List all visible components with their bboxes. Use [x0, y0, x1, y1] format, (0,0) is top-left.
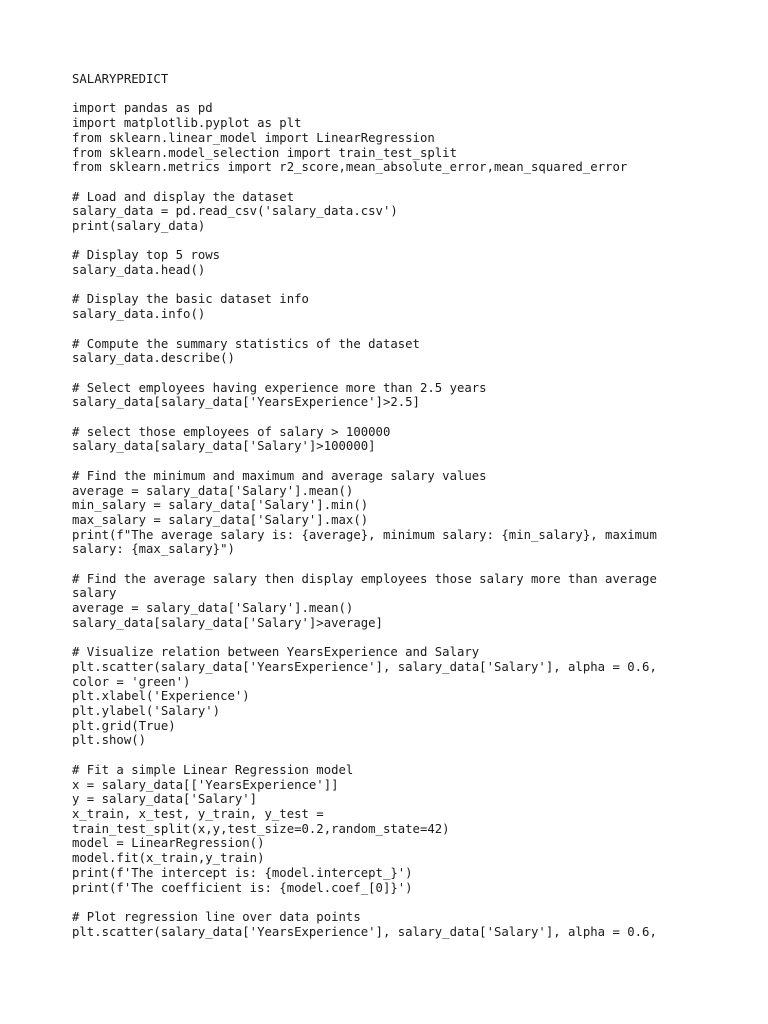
- code-line: # Visualize relation between YearsExperience and Salary: [72, 645, 480, 660]
- code-line: # Plot regression line over data points: [72, 909, 361, 924]
- code-line: salary_data[salary_data['Salary']>100000]: [72, 439, 376, 454]
- code-blocks: [72, 101, 692, 939]
- code-line: import matplotlib.pyplot as plt: [72, 116, 302, 131]
- code-line: model = LinearRegression(): [72, 836, 265, 851]
- code-block: [72, 425, 692, 454]
- code-line: import pandas as pd: [72, 101, 213, 116]
- code-block: [72, 101, 692, 175]
- code-line: color = 'green'): [72, 674, 191, 689]
- code-line: # Select employees having experience more than 2.5 years: [72, 380, 487, 395]
- code-block: [72, 190, 692, 234]
- code-line: model.fit(x_train,y_train): [72, 851, 265, 866]
- document-title: SALARYPREDICT: [72, 72, 169, 86]
- code-line: average = salary_data['Salary'].mean(): [72, 601, 354, 616]
- code-line: salary: {max_salary}"): [72, 542, 235, 557]
- code-line: # Fit a simple Linear Regression model: [72, 762, 354, 777]
- code-line: print(f'The coefficient is: {model.coef_[0]}'): [72, 880, 413, 895]
- code-line: salary: [72, 586, 117, 601]
- code-line: y = salary_data['Salary']: [72, 792, 258, 807]
- code-line: min_salary = salary_data['Salary'].min(): [72, 498, 369, 513]
- code-block: [72, 572, 692, 631]
- code-line: plt.show(): [72, 733, 147, 748]
- code-block: [72, 645, 692, 748]
- code-line: # Load and display the dataset: [72, 189, 295, 204]
- code-block: [72, 469, 692, 557]
- code-block: [72, 292, 692, 321]
- code-line: plt.scatter(salary_data['YearsExperience'], salary_data['Salary'], alpha = 0.6,: [72, 659, 657, 674]
- code-line: print(salary_data): [72, 219, 206, 233]
- code-line: plt.xlabel('Experience'): [72, 689, 250, 704]
- code-line: # Display the basic dataset info: [72, 292, 309, 307]
- code-line: print(f"The average salary is: {average}, minimum salary: {min_salary}, maximum: [72, 527, 657, 542]
- code-block: [72, 763, 692, 895]
- code-block: [72, 381, 692, 410]
- code-line: from sklearn.linear_model import LinearRegression: [72, 130, 435, 145]
- code-line: salary_data.head(): [72, 263, 206, 278]
- code-line: salary_data.describe(): [72, 351, 235, 366]
- code-line: plt.grid(True): [72, 718, 176, 733]
- code-line: from sklearn.model_selection import train_test_split: [72, 145, 457, 160]
- code-block: [72, 910, 692, 939]
- code-line: max_salary = salary_data['Salary'].max(): [72, 512, 369, 527]
- code-line: salary_data[salary_data['YearsExperience']>2.5]: [72, 395, 420, 410]
- code-line: train_test_split(x,y,test_size=0.2,random_state=42): [72, 821, 450, 836]
- code-line: # Compute the summary statistics of the dataset: [72, 336, 420, 351]
- code-line: # Find the minimum and maximum and average salary values: [72, 468, 487, 483]
- code-block: [72, 248, 692, 277]
- code-listing: [72, 72, 692, 954]
- code-line: salary_data[salary_data['Salary']>average]: [72, 615, 383, 630]
- code-block: [72, 337, 692, 366]
- code-line: # Find the average salary then display employees those salary more than average: [72, 571, 657, 586]
- code-line: plt.scatter(salary_data['YearsExperience'], salary_data['Salary'], alpha = 0.6,: [72, 924, 657, 939]
- code-line: average = salary_data['Salary'].mean(): [72, 483, 354, 498]
- code-line: # select those employees of salary > 100000: [72, 424, 391, 439]
- code-line: salary_data.info(): [72, 307, 206, 322]
- code-line: from sklearn.metrics import r2_score,mean_absolute_error,mean_squared_error: [72, 160, 628, 175]
- code-line: x = salary_data[['YearsExperience']]: [72, 777, 339, 792]
- code-line: plt.ylabel('Salary'): [72, 704, 221, 719]
- code-line: # Display top 5 rows: [72, 248, 221, 263]
- code-line: print(f'The intercept is: {model.intercept_}'): [72, 865, 413, 880]
- code-line: x_train, x_test, y_train, y_test =: [72, 806, 324, 821]
- code-line: salary_data = pd.read_csv('salary_data.csv'): [72, 204, 398, 219]
